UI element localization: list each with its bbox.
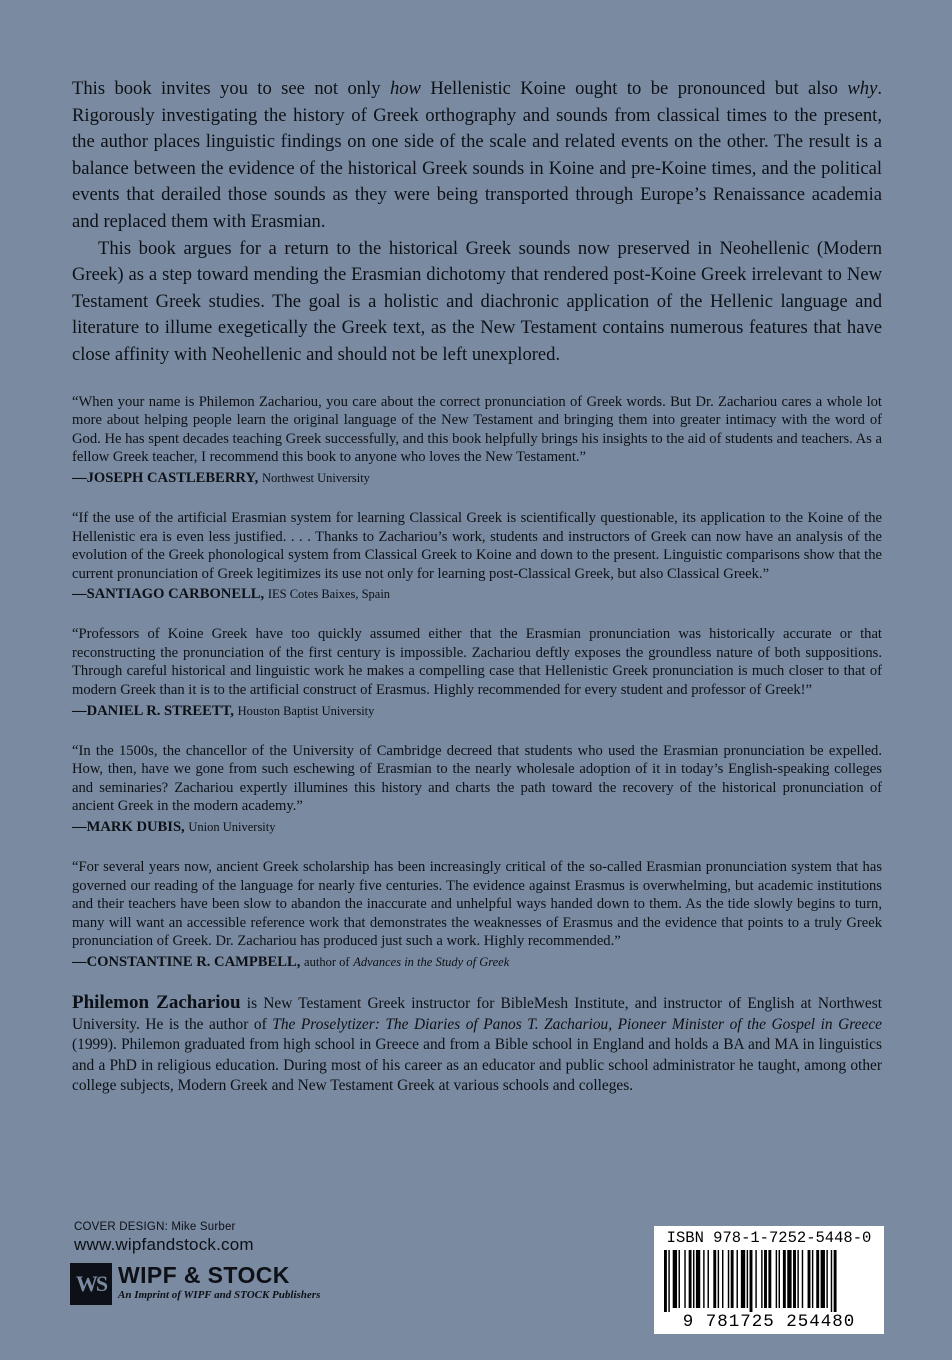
endorser-affiliation: author of	[304, 955, 350, 969]
endorsement	[72, 625, 882, 721]
endorsement	[72, 393, 882, 489]
isbn-number: ISBN 978-1-7252-5448-0	[666, 1229, 872, 1247]
endorsement-attribution	[72, 583, 882, 605]
barcode-bars-icon	[660, 1250, 878, 1312]
endorser-name: —MARK DUBIS,	[72, 819, 185, 836]
publisher-logo	[70, 1263, 370, 1311]
endorsement-quote: “For several years now, ancient Greek scholarship has been increasingly critical of the so-called Erasmian pronunciation system that has governed our reading of the language for nearly five centuries. The evidence against Erasmus is overwhelming, but academic institutions and their teachers have been slow to abandon the inaccurate and unhelpful ways handed down to them. As the tide slowly begins to turn, many will want an accessible reference work that demonstrates the weaknesses of Erasmus and the evidence that points to a truly Greek pronunciation of Greek. Dr. Zachariou has produced just such a work. Highly recommended.”	[72, 859, 882, 950]
endorsement-quote: “In the 1500s, the chancellor of the University of Cambridge decreed that students who used the Erasmian pronunciation be expelled. How, then, have we gone from such eschewing of Erasmian to the nearly wholesale adoption of it in today’s English-speaking colleges and seminaries? Zachariou expertly illumines this history and charts the path toward the recovery of the historical pronunciation of ancient Greek in the modern academy.”	[72, 742, 882, 815]
endorser-name: —JOSEPH CASTLEBERRY,	[72, 469, 259, 486]
endorsement	[72, 742, 882, 838]
barcode-digits: 9 781725 254480	[682, 1312, 856, 1332]
ws-logo-icon: WS	[70, 1263, 112, 1305]
endorsement-attribution	[72, 951, 882, 973]
endorsement-attribution	[72, 700, 882, 722]
endorser-name: —DANIEL R. STREETT,	[72, 702, 234, 719]
author-previous-book: The Proselytizer: The Diaries of Panos T. Zachariou, Pioneer Minister of the Gospel in Greece	[272, 1015, 882, 1033]
publisher-tagline: An Imprint of WIPF and STOCK Publishers	[118, 1289, 321, 1301]
book-description	[72, 76, 882, 369]
publisher-name: WIPF & STOCK	[118, 1262, 290, 1288]
author-bio: Philemon Zachariou is New Testament Greek instructor for BibleMesh Institute, and instructor of English at Northwest University. He is the author of The Proselytizer: The Diaries of Panos T. Zachariou, Pioneer Minister of the Gospel in Greece (1999). Philemon graduated from high school in Greece and from a Bible school in England and holds a BA and MA in linguistics and a PhD in religious education. During most of his career as an educator and public school administrator he taught, among other college subjects, Modern Greek and New Testament Greek at various schools and colleges.	[72, 992, 882, 1095]
endorsement-attribution	[72, 816, 882, 838]
endorser-affiliation: IES Cotes Baixes, Spain	[267, 587, 391, 602]
description-paragraph-1: This book invites you to see not only how Hellenistic Koine ought to be pronounced but also why. Rigorously investigating the history of Greek orthography and sounds from classical times to the present, the author places linguistic findings on one side of the scale and related events on the other. The result is a balance between the evidence of the historical Greek sounds in Koine and pre-Koine times, and the political events that derailed those sounds as they were being transported through Europe’s Renaissance academia and replaced them with Erasmian.	[72, 78, 882, 232]
back-cover-text	[72, 76, 882, 1097]
credits	[74, 1221, 254, 1255]
author-name: Philemon Zachariou	[72, 992, 241, 1013]
cover-design-credit: COVER DESIGN: Mike Surber	[74, 1221, 236, 1233]
endorsement-quote: “If the use of the artificial Erasmian system for learning Classical Greek is scientifically questionable, its application to the Koine of the Hellenistic era is even less justified. . . . Thanks to Zachariou’s work, students and instructors of Greek can now have an analysis of the evolution of the Greek phonological system from Classical Greek to Koine and down to the present. Linguistic comparisons show that the current pronunciation of Greek legitimizes its use not only for learning post-Classical Greek, but also Classical Greek.”	[72, 509, 882, 582]
endorsement-quote: “When your name is Philemon Zachariou, you care about the correct pronunciation of Greek words. But Dr. Zachariou cares a whole lot more about helping people learn the original language of the New Testament and bringing them into greater intimacy with the word of God. He has spent decades teaching Greek successfully, and this book helpfully brings his insights to the aid of students and teachers. As a fellow Greek teacher, I recommend this book to anyone who loves the New Testament.”	[72, 393, 882, 466]
endorser-affiliation: Houston Baptist University	[237, 703, 375, 718]
endorser-affiliation: Union University	[188, 820, 276, 835]
description-paragraph-2: This book argues for a return to the historical Greek sounds now preserved in Neohellenic (Modern Greek) as a step toward mending the Erasmian dichotomy that rendered post-Koine Greek irrelevant to New Testament Greek studies. The goal is a holistic and diachronic application of the Hellenic language and literature to illume exegetically the Greek text, as the New Testament contains numerous features that have close affinity with Neohellenic and should not be left unexplored.	[72, 237, 882, 365]
publisher-url[interactable]: www.wipfandstock.com	[74, 1235, 254, 1254]
endorser-name: —CONSTANTINE R. CAMPBELL,	[72, 954, 301, 970]
isbn-barcode	[654, 1226, 884, 1334]
endorser-book-title: Advances in the Study of Greek	[353, 955, 510, 969]
endorser-name: —SANTIAGO CARBONELL,	[72, 586, 265, 603]
endorsement	[72, 509, 882, 605]
endorsements	[72, 393, 882, 973]
endorser-affiliation: Northwest University	[261, 470, 370, 485]
endorsement-quote: “Professors of Koine Greek have too quickly assumed either that the Erasmian pronunciation was historically accurate or that reconstructing the pronunciation of the first century is impossible. Zachariou deftly exposes the groundless nature of both suppositions. Through careful historical and linguistic work he makes a compelling case that Hellenistic Greek pronunciation is much closer to that of modern Greek than it is to the artificial construct of Erasmus. Highly recommended for every student and professor of Greek!”	[72, 626, 882, 699]
endorsement-attribution	[72, 467, 882, 489]
endorsement	[72, 858, 882, 973]
